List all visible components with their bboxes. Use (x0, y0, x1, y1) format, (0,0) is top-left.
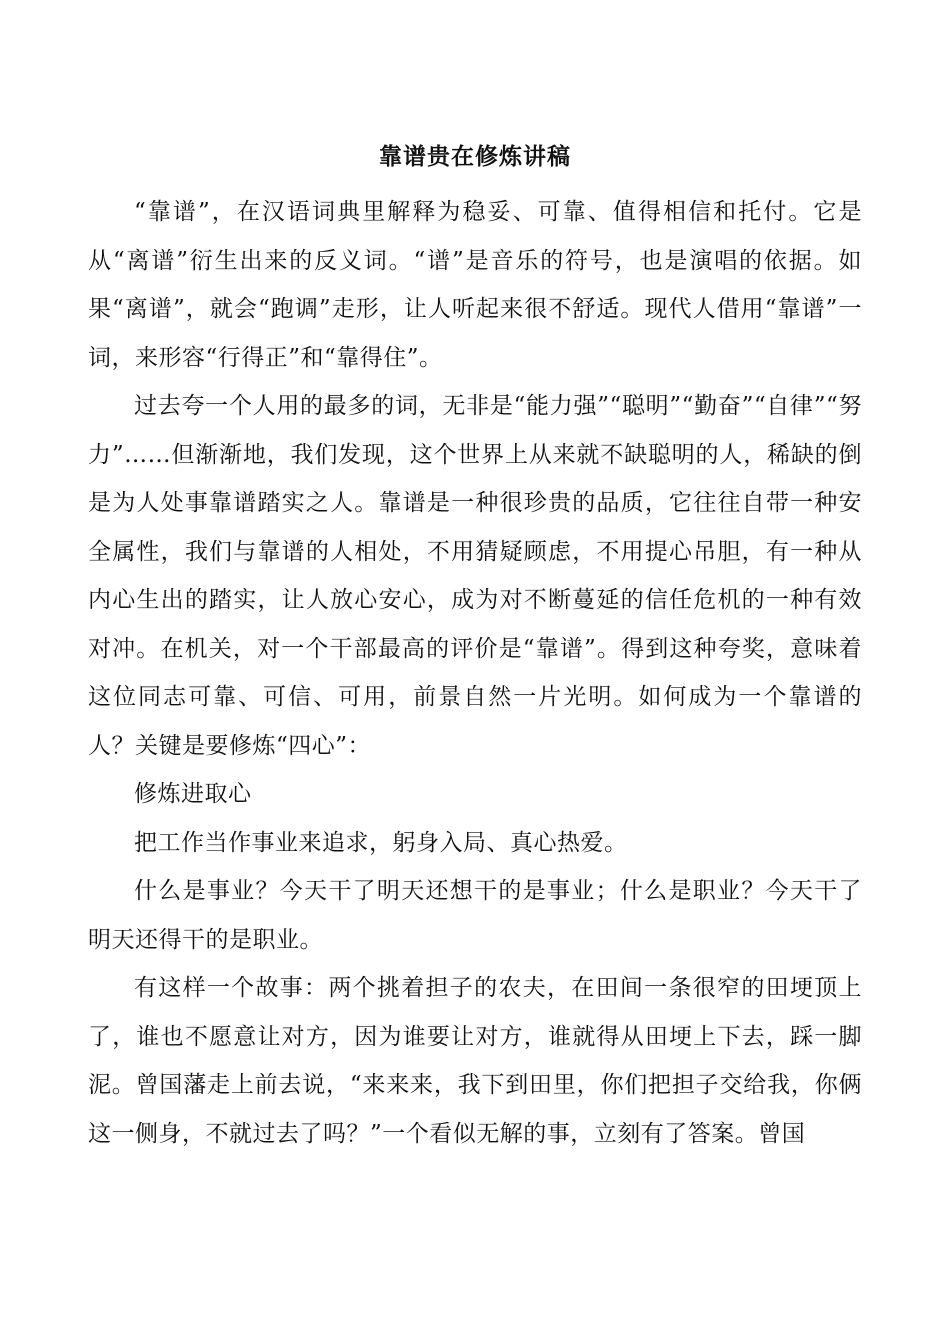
paragraph-introduction: 过去夸一个人用的最多的词，无非是“能力强”“聪明”“勤奋”“自律”“努力”……但渐渐地，我们发现，这个世界上从来就不缺聪明的人，稀缺的倒是为人处事靠谱踏实之人。靠谱是一种很珍贵的品质，它往往自带一种安全属性，我们与靠谱的人相处，不用猜疑顾虑，不用提心吊胆，有一种从内心生出的踏实，让人放心安心，成为对不断蔓延的信任危机的一种有效对冲。在机关，对一个干部最高的评价是“靠谱”。得到这种夸奖，意味着这位同志可靠、可信、可用，前景自然一片光明。如何成为一个靠谱的人？关键是要修炼“四心”： (88, 393, 862, 759)
paragraph-career-pursuit: 把工作当作事业来追求，躬身入局、真心热爱。 (134, 829, 628, 856)
paragraph-story: 有这样一个故事：两个挑着担子的农夫，在田间一条很窄的田埂顶上了，谁也不愿意让对方，因为谁要让对方，谁就得从田埂上下去，踩一脚泥。曾国藩走上前去说，“来来来，我下到田里，你们把担子交给我，你俩这一侧身，不就过去了吗？”一个看似无解的事，立刻有了答案。曾国 (88, 975, 862, 1147)
section-heading-ambition: 修炼进取心 (134, 781, 252, 807)
paragraph-career-vs-job: 什么是事业？今天干了明天还想干的是事业；什么是职业？今天干了明天还得干的是职业。 (88, 878, 862, 953)
document-page (88, 140, 862, 1158)
document-title: 靠谱贵在修炼讲稿 (379, 143, 571, 170)
paragraph-definition: “靠谱”，在汉语词典里解释为稳妥、可靠、值得相信和托付。它是从“离谱”衍生出来的反义词。“谱”是音乐的符号，也是演唱的依据。如果“离谱”，就会“跑调”走形，让人听起来很不舒适。现代人借用“靠谱”一词，来形容“行得正”和“靠得住”。 (88, 199, 862, 371)
